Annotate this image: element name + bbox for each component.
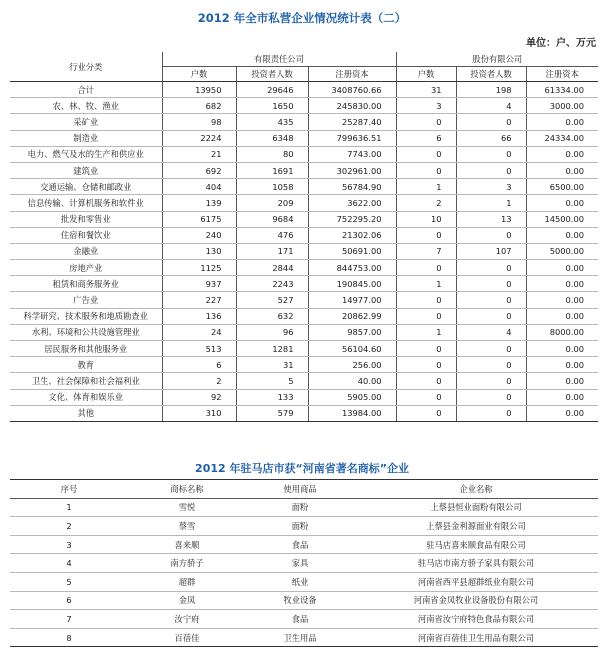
value-cell: 1 bbox=[396, 276, 456, 292]
value-cell: 0.00 bbox=[526, 195, 598, 211]
value-cell: 0 bbox=[396, 357, 456, 373]
value-cell: 632 bbox=[236, 308, 308, 324]
value-cell: 1691 bbox=[236, 162, 308, 178]
table-row bbox=[10, 195, 598, 211]
value-cell: 13984.00 bbox=[308, 405, 396, 421]
value-cell: 310 bbox=[162, 405, 236, 421]
table-row bbox=[10, 373, 598, 389]
company-cell: 驻马店市南方骄子家具有限公司 bbox=[354, 554, 598, 573]
value-cell: 14500.00 bbox=[526, 211, 598, 227]
industry-cell: 合计 bbox=[10, 82, 162, 98]
trademark-cell: 金凤 bbox=[128, 591, 246, 610]
value-cell: 107 bbox=[456, 243, 526, 259]
value-cell: 0 bbox=[456, 276, 526, 292]
value-cell: 198 bbox=[456, 82, 526, 98]
industry-cell: 房地产业 bbox=[10, 260, 162, 276]
table-row bbox=[10, 130, 598, 146]
value-cell: 3 bbox=[396, 98, 456, 114]
unit-label: 单位：户、万元 bbox=[526, 38, 596, 49]
value-cell: 21 bbox=[162, 146, 236, 162]
value-cell: 1650 bbox=[236, 98, 308, 114]
industry-cell: 租赁和商务服务业 bbox=[10, 276, 162, 292]
value-cell: 2243 bbox=[236, 276, 308, 292]
trademark-cell: 超群 bbox=[128, 572, 246, 591]
value-cell: 0.00 bbox=[526, 114, 598, 130]
product-cell: 食品 bbox=[246, 610, 354, 629]
value-cell: 0.00 bbox=[526, 146, 598, 162]
product-cell: 面粉 bbox=[246, 498, 354, 517]
trademark-cell: 雪悦 bbox=[128, 498, 246, 517]
value-cell: 3622.00 bbox=[308, 195, 396, 211]
value-cell: 190845.00 bbox=[308, 276, 396, 292]
value-cell: 96 bbox=[236, 324, 308, 340]
category-header: 行业分类 bbox=[10, 52, 162, 82]
value-cell: 7743.00 bbox=[308, 146, 396, 162]
value-cell: 579 bbox=[236, 405, 308, 421]
company-cell: 河南省百蓓佳卫生用品有限公司 bbox=[354, 628, 598, 647]
industry-cell: 建筑业 bbox=[10, 162, 162, 178]
table-row bbox=[10, 554, 598, 573]
value-cell: 404 bbox=[162, 179, 236, 195]
value-cell: 56784.90 bbox=[308, 179, 396, 195]
product-cell: 卫生用品 bbox=[246, 628, 354, 647]
value-cell: 0 bbox=[396, 389, 456, 405]
industry-cell: 农、林、牧、渔业 bbox=[10, 98, 162, 114]
value-cell: 513 bbox=[162, 341, 236, 357]
value-cell: 21302.06 bbox=[308, 227, 396, 243]
table-row bbox=[10, 572, 598, 591]
industry-cell: 其他 bbox=[10, 405, 162, 421]
serial-cell: 3 bbox=[10, 535, 128, 554]
value-cell: 0 bbox=[456, 373, 526, 389]
value-cell: 0 bbox=[456, 405, 526, 421]
serial-cell: 5 bbox=[10, 572, 128, 591]
value-cell: 3408760.66 bbox=[308, 82, 396, 98]
value-cell: 13950 bbox=[162, 82, 236, 98]
value-cell: 302961.00 bbox=[308, 162, 396, 178]
value-cell: 6348 bbox=[236, 130, 308, 146]
sub-header: 户数 bbox=[162, 67, 236, 82]
value-cell: 937 bbox=[162, 276, 236, 292]
value-cell: 0 bbox=[456, 389, 526, 405]
product-cell: 牧业设备 bbox=[246, 591, 354, 610]
value-cell: 31 bbox=[396, 82, 456, 98]
value-cell: 0 bbox=[396, 373, 456, 389]
value-cell: 133 bbox=[236, 389, 308, 405]
table-row bbox=[10, 82, 598, 98]
value-cell: 24334.00 bbox=[526, 130, 598, 146]
industry-cell: 金融业 bbox=[10, 243, 162, 259]
trademark-header: 使用商品 bbox=[246, 480, 354, 499]
private-enterprise-table bbox=[10, 52, 598, 422]
trademark-cell: 喜来顺 bbox=[128, 535, 246, 554]
value-cell: 92 bbox=[162, 389, 236, 405]
value-cell: 0 bbox=[396, 162, 456, 178]
value-cell: 0 bbox=[396, 341, 456, 357]
company-cell: 河南省汝宁府特色食品有限公司 bbox=[354, 610, 598, 629]
company-cell: 上蔡县恒业面粉有限公司 bbox=[354, 498, 598, 517]
industry-cell: 卫生、社会保障和社会福利业 bbox=[10, 373, 162, 389]
value-cell: 692 bbox=[162, 162, 236, 178]
value-cell: 1 bbox=[456, 195, 526, 211]
value-cell: 0 bbox=[456, 308, 526, 324]
table-row bbox=[10, 535, 598, 554]
value-cell: 1 bbox=[396, 179, 456, 195]
value-cell: 31 bbox=[236, 357, 308, 373]
industry-cell: 批发和零售业 bbox=[10, 211, 162, 227]
sub-header: 投资者人数 bbox=[456, 67, 526, 82]
serial-cell: 8 bbox=[10, 628, 128, 647]
value-cell: 527 bbox=[236, 292, 308, 308]
value-cell: 0.00 bbox=[526, 357, 598, 373]
serial-cell: 1 bbox=[10, 498, 128, 517]
value-cell: 9857.00 bbox=[308, 324, 396, 340]
value-cell: 752295.20 bbox=[308, 211, 396, 227]
table-row bbox=[10, 628, 598, 647]
value-cell: 0.00 bbox=[526, 308, 598, 324]
product-cell: 面粉 bbox=[246, 517, 354, 536]
value-cell: 25287.40 bbox=[308, 114, 396, 130]
serial-cell: 2 bbox=[10, 517, 128, 536]
company-cell: 上蔡县金利源面业有限公司 bbox=[354, 517, 598, 536]
value-cell: 0 bbox=[456, 292, 526, 308]
table1-title: 2012 年全市私营企业情况统计表（二） bbox=[197, 11, 407, 25]
industry-cell: 信息传输、计算机服务和软件业 bbox=[10, 195, 162, 211]
value-cell: 40.00 bbox=[308, 373, 396, 389]
group-header-ltd: 有限责任公司 bbox=[162, 52, 396, 67]
value-cell: 0 bbox=[456, 146, 526, 162]
product-cell: 纸业 bbox=[246, 572, 354, 591]
value-cell: 0 bbox=[456, 162, 526, 178]
table-row bbox=[10, 405, 598, 421]
value-cell: 171 bbox=[236, 243, 308, 259]
value-cell: 240 bbox=[162, 227, 236, 243]
industry-cell: 水利、环境和公共设施管理业 bbox=[10, 324, 162, 340]
value-cell: 799636.51 bbox=[308, 130, 396, 146]
product-cell: 家具 bbox=[246, 554, 354, 573]
value-cell: 2844 bbox=[236, 260, 308, 276]
value-cell: 98 bbox=[162, 114, 236, 130]
table-row bbox=[10, 308, 598, 324]
trademark-header: 商标名称 bbox=[128, 480, 246, 499]
trademark-cell: 百蓓佳 bbox=[128, 628, 246, 647]
industry-cell: 科学研究、技术服务和地质勘查业 bbox=[10, 308, 162, 324]
value-cell: 6175 bbox=[162, 211, 236, 227]
value-cell: 0.00 bbox=[526, 389, 598, 405]
value-cell: 1058 bbox=[236, 179, 308, 195]
serial-cell: 4 bbox=[10, 554, 128, 573]
value-cell: 136 bbox=[162, 308, 236, 324]
value-cell: 8000.00 bbox=[526, 324, 598, 340]
value-cell: 0 bbox=[396, 114, 456, 130]
value-cell: 4 bbox=[456, 324, 526, 340]
value-cell: 80 bbox=[236, 146, 308, 162]
value-cell: 29646 bbox=[236, 82, 308, 98]
serial-cell: 6 bbox=[10, 591, 128, 610]
table-row bbox=[10, 146, 598, 162]
value-cell: 4 bbox=[456, 98, 526, 114]
value-cell: 0 bbox=[456, 260, 526, 276]
industry-cell: 教育 bbox=[10, 357, 162, 373]
value-cell: 0 bbox=[456, 114, 526, 130]
sub-header: 注册资本 bbox=[308, 67, 396, 82]
value-cell: 3000.00 bbox=[526, 98, 598, 114]
value-cell: 13 bbox=[456, 211, 526, 227]
table-row bbox=[10, 211, 598, 227]
industry-cell: 电力、燃气及水的生产和供应业 bbox=[10, 146, 162, 162]
table-row bbox=[10, 389, 598, 405]
table-row bbox=[10, 357, 598, 373]
value-cell: 0 bbox=[396, 308, 456, 324]
industry-cell: 住宿和餐饮业 bbox=[10, 227, 162, 243]
trademark-header: 序号 bbox=[10, 480, 128, 499]
table-row bbox=[10, 114, 598, 130]
value-cell: 0.00 bbox=[526, 292, 598, 308]
value-cell: 844753.00 bbox=[308, 260, 396, 276]
value-cell: 1281 bbox=[236, 341, 308, 357]
trademark-table bbox=[10, 479, 598, 647]
value-cell: 1 bbox=[396, 324, 456, 340]
value-cell: 2 bbox=[162, 373, 236, 389]
value-cell: 7 bbox=[396, 243, 456, 259]
value-cell: 130 bbox=[162, 243, 236, 259]
sub-header: 注册资本 bbox=[526, 67, 598, 82]
table-row bbox=[10, 517, 598, 536]
table-row bbox=[10, 610, 598, 629]
value-cell: 5 bbox=[236, 373, 308, 389]
value-cell: 0.00 bbox=[526, 227, 598, 243]
product-cell: 食品 bbox=[246, 535, 354, 554]
value-cell: 435 bbox=[236, 114, 308, 130]
table-row bbox=[10, 260, 598, 276]
value-cell: 227 bbox=[162, 292, 236, 308]
value-cell: 6500.00 bbox=[526, 179, 598, 195]
value-cell: 5905.00 bbox=[308, 389, 396, 405]
value-cell: 6 bbox=[396, 130, 456, 146]
value-cell: 245830.00 bbox=[308, 98, 396, 114]
value-cell: 61334.00 bbox=[526, 82, 598, 98]
value-cell: 24 bbox=[162, 324, 236, 340]
company-cell: 河南省金凤牧业设备股份有限公司 bbox=[354, 591, 598, 610]
value-cell: 0 bbox=[396, 292, 456, 308]
table-row bbox=[10, 98, 598, 114]
value-cell: 2 bbox=[396, 195, 456, 211]
value-cell: 9684 bbox=[236, 211, 308, 227]
value-cell: 256.00 bbox=[308, 357, 396, 373]
value-cell: 2224 bbox=[162, 130, 236, 146]
company-cell: 河南省西平县超群纸业有限公司 bbox=[354, 572, 598, 591]
value-cell: 66 bbox=[456, 130, 526, 146]
value-cell: 0 bbox=[396, 146, 456, 162]
value-cell: 0.00 bbox=[526, 162, 598, 178]
sub-header: 户数 bbox=[396, 67, 456, 82]
industry-cell: 交通运输、仓储和邮政业 bbox=[10, 179, 162, 195]
value-cell: 10 bbox=[396, 211, 456, 227]
value-cell: 0.00 bbox=[526, 405, 598, 421]
value-cell: 0 bbox=[456, 357, 526, 373]
value-cell: 56104.60 bbox=[308, 341, 396, 357]
trademark-cell: 汝宁府 bbox=[128, 610, 246, 629]
industry-cell: 采矿业 bbox=[10, 114, 162, 130]
table-row bbox=[10, 179, 598, 195]
trademark-header: 企业名称 bbox=[354, 480, 598, 499]
value-cell: 0 bbox=[456, 341, 526, 357]
industry-cell: 制造业 bbox=[10, 130, 162, 146]
value-cell: 50691.00 bbox=[308, 243, 396, 259]
value-cell: 0.00 bbox=[526, 341, 598, 357]
value-cell: 682 bbox=[162, 98, 236, 114]
value-cell: 0.00 bbox=[526, 276, 598, 292]
value-cell: 3 bbox=[456, 179, 526, 195]
serial-cell: 7 bbox=[10, 610, 128, 629]
table-row bbox=[10, 498, 598, 517]
value-cell: 139 bbox=[162, 195, 236, 211]
table-row bbox=[10, 243, 598, 259]
trademark-cell: 蔡雪 bbox=[128, 517, 246, 536]
value-cell: 0 bbox=[396, 260, 456, 276]
value-cell: 1125 bbox=[162, 260, 236, 276]
value-cell: 0 bbox=[456, 227, 526, 243]
group-header-joint-stock: 股份有限公司 bbox=[396, 52, 598, 67]
table-row bbox=[10, 341, 598, 357]
industry-cell: 文化、体育和娱乐业 bbox=[10, 389, 162, 405]
trademark-cell: 南方骄子 bbox=[128, 554, 246, 573]
value-cell: 5000.00 bbox=[526, 243, 598, 259]
value-cell: 20862.99 bbox=[308, 308, 396, 324]
table-row bbox=[10, 591, 598, 610]
value-cell: 476 bbox=[236, 227, 308, 243]
value-cell: 6 bbox=[162, 357, 236, 373]
sub-header: 投资者人数 bbox=[236, 67, 308, 82]
industry-cell: 居民服务和其他服务业 bbox=[10, 341, 162, 357]
table2-title: 2012 年驻马店市获“河南省著名商标”企业 bbox=[195, 462, 409, 475]
industry-cell: 广告业 bbox=[10, 292, 162, 308]
table-row bbox=[10, 227, 598, 243]
value-cell: 0 bbox=[396, 227, 456, 243]
value-cell: 0.00 bbox=[526, 260, 598, 276]
table-row bbox=[10, 292, 598, 308]
value-cell: 0.00 bbox=[526, 373, 598, 389]
value-cell: 209 bbox=[236, 195, 308, 211]
value-cell: 14977.00 bbox=[308, 292, 396, 308]
table-row bbox=[10, 276, 598, 292]
table-row bbox=[10, 162, 598, 178]
company-cell: 驻马店喜来顺食品有限公司 bbox=[354, 535, 598, 554]
value-cell: 0 bbox=[396, 405, 456, 421]
table-row bbox=[10, 324, 598, 340]
